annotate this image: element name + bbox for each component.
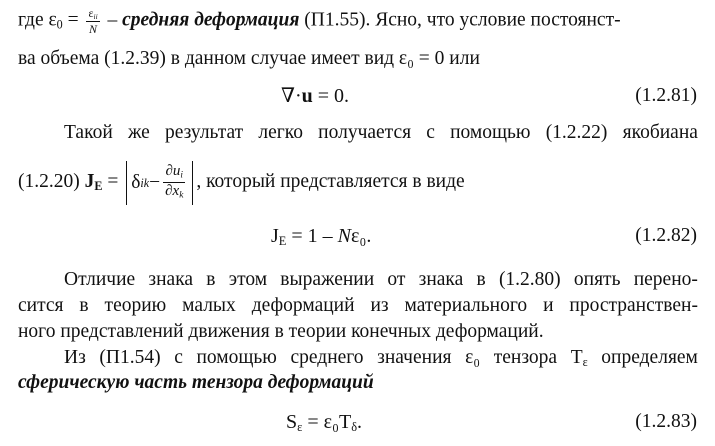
word: помощью [196,347,277,368]
word: знака [148,269,194,290]
subscript: ii [93,11,98,21]
text-run: J [271,225,279,247]
equation-number: (1.2.83) [635,411,697,432]
word: материального [404,295,528,316]
fraction-numerator [163,164,185,183]
text-run: δ [131,171,141,193]
text-run: = [62,9,84,31]
partial-derivative-fraction [163,164,185,200]
word: перено- [633,269,698,290]
vector-u: u [301,85,313,107]
word: деформаций [251,295,355,316]
word: с [426,122,435,143]
subscript: E [94,179,103,194]
word: (1.2.80) [498,269,561,290]
word: среднего [290,347,364,368]
text-run: ε [88,6,94,20]
text-line-9 [18,370,374,396]
word: с [174,347,183,368]
word: знака [418,269,464,290]
subscript: 0 [56,17,63,32]
subscript: E [278,234,287,249]
word: тензора [493,347,558,368]
word: значения [377,347,452,368]
word: Отличие [64,269,136,290]
equation-number: (1.2.81) [635,85,697,106]
text-run: − [149,171,161,193]
text-run: ∂u [165,163,181,180]
equation-number: (1.2.82) [635,225,697,246]
subscript: i [180,170,183,181]
word: же [127,122,150,143]
word: легко [258,122,303,143]
word: сится [18,295,64,316]
word: от [387,269,406,290]
word: якобиана [622,122,698,143]
subscript: ik [140,175,150,190]
text-run: = 1 – [286,225,338,247]
equation-1-2-82 [271,223,371,254]
word: Такой [64,122,113,143]
subscript: ε [582,355,588,370]
inline-fraction [86,7,99,35]
word: и [543,295,554,316]
fraction-numerator [86,7,99,22]
jacobian-symbol: J [84,171,95,192]
text-line-6 [18,293,698,319]
text-line-4 [18,158,465,210]
word: ε₀ [465,347,481,368]
text-run: (П1.55). Ясно, что условие постоянст- [299,9,621,31]
defined-term: средняя деформация [122,9,300,31]
text-run: ва объема (1.2.39) в данном случае имеет вид ε₀ = 0 или [18,48,480,69]
word: малых [182,295,236,316]
word: пространствен- [569,295,698,316]
word: определяем [601,347,698,368]
text-run: – [102,9,123,31]
word: (1.2.22) [545,122,608,143]
text-line-2 [18,46,480,72]
text-run: где ε [18,9,57,31]
determinant-bars [126,161,193,205]
equation-1-2-81 [281,83,349,109]
text-run: . [357,411,363,433]
word: в [79,295,89,316]
word [571,345,588,375]
word: получается [318,122,412,143]
text-line-5 [64,267,698,293]
nabla-symbol: ∇· [281,85,302,107]
word: выражении [280,269,375,290]
word: опять [573,269,621,290]
text-line-7 [18,319,544,345]
text-run: T [570,347,583,368]
equation-1-2-83 [286,409,362,440]
word: теорию [104,295,167,316]
word: Из [64,347,86,368]
text-run: = [102,171,124,192]
text-run: = 0. [312,85,350,107]
text-run: = ε₀T [302,411,352,433]
subscript: δ [351,420,358,435]
fraction-denominator: N [89,22,98,37]
text-run: , который представляется в виде [196,171,465,192]
text-run: (1.2.20) [18,171,85,192]
word: (П1.54) [99,347,161,368]
text-run: N [337,225,351,247]
text-line-1 [18,7,621,38]
word: этом [228,269,268,290]
defined-term: сферическую часть тензора деформаций [18,372,374,393]
word: в [476,269,486,290]
word: результат [165,122,244,143]
subscript: k [179,190,184,201]
subscript: ε [297,420,303,435]
text-run: ∂x [165,183,180,200]
text-run: S [286,411,298,433]
text-line-3 [64,120,698,146]
word: помощью [450,122,531,143]
word: в [206,269,216,290]
fraction-denominator [163,183,185,201]
text-run: ε₀. [351,225,372,247]
text-run: ного представлений движения в теории конечных деформаций. [18,321,544,342]
word: из [370,295,389,316]
